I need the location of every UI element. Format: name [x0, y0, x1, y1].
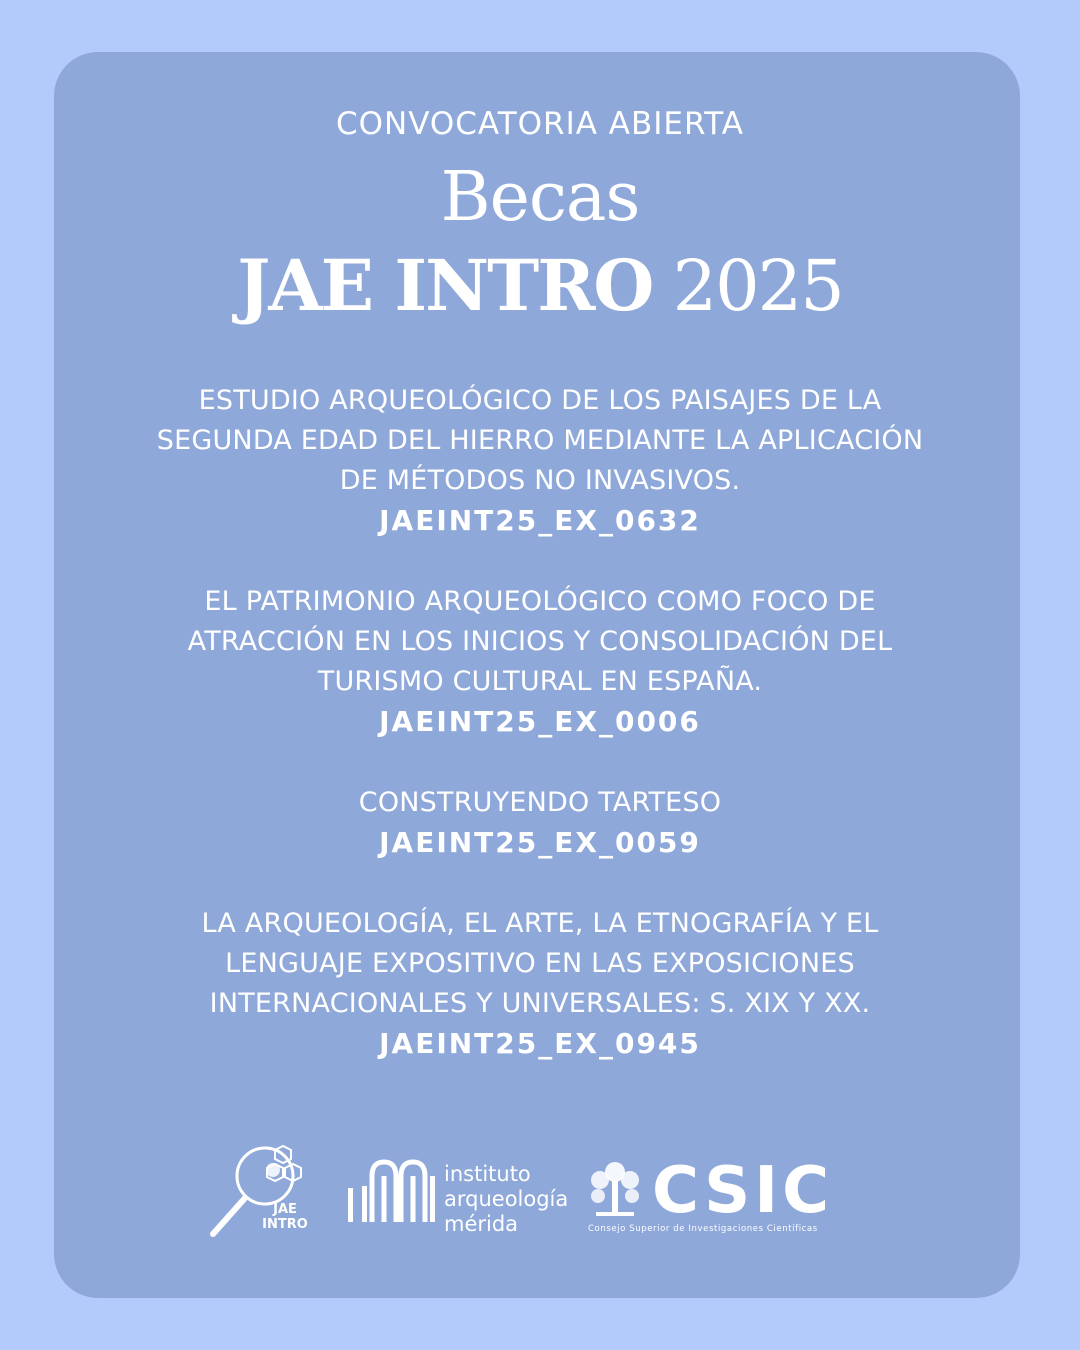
iam-text-line3: mérida: [444, 1212, 519, 1236]
iam-text-line1: instituto: [444, 1162, 531, 1186]
jae-intro-wordmark: [257, 1202, 313, 1232]
project-item: [90, 783, 990, 863]
instituto-arqueologia-merida-logo: [346, 1156, 576, 1236]
iam-text-line2: arqueología: [444, 1187, 569, 1211]
columns-arch-icon: [346, 1156, 438, 1226]
logo-strip: [0, 1140, 1080, 1250]
csic-wordmark: CSIC: [652, 1154, 834, 1228]
project-title-line: LA ARQUEOLOGÍA, EL ARTE, LA ETNOGRAFÍA Y EL: [201, 908, 879, 939]
project-code: JAEINT25_EX_0632: [379, 504, 701, 537]
csic-logo: [586, 1154, 896, 1244]
project-title-line: INTERNACIONALES Y UNIVERSALES: S. XIX Y XX.: [209, 988, 871, 1019]
csic-subtitle: Consejo Superior de Investigaciones Científicas: [588, 1224, 818, 1234]
title-year: 2025: [672, 245, 843, 327]
jae-text-line2: INTRO: [262, 1217, 308, 1232]
project-code: JAEINT25_EX_0945: [379, 1027, 701, 1060]
project-title-line: ATRACCIÓN EN LOS INICIOS Y CONSOLIDACIÓN DEL: [187, 626, 893, 657]
page-title-line2: [0, 244, 1080, 327]
project-item: [90, 582, 990, 742]
jae-text-line1: JAE: [273, 1202, 297, 1217]
page-title-line1: Becas: [440, 158, 640, 237]
project-title-line: CONSTRUYENDO TARTESO: [358, 787, 722, 818]
iam-wordmark: [444, 1162, 568, 1237]
project-item: [90, 381, 990, 541]
title-program-name: JAE INTRO: [237, 244, 653, 327]
project-title-line: TURISMO CULTURAL EN ESPAÑA.: [317, 666, 763, 697]
jae-intro-logo: [203, 1140, 315, 1242]
project-title-line: DE MÉTODOS NO INVASIVOS.: [339, 465, 741, 496]
project-title-line: ESTUDIO ARQUEOLÓGICO DE LOS PAISAJES DE LA: [198, 385, 882, 416]
project-item: [90, 904, 990, 1064]
tree-emblem-icon: [588, 1158, 642, 1220]
project-title-line: EL PATRIMONIO ARQUEOLÓGICO COMO FOCO DE: [204, 586, 876, 617]
project-code: JAEINT25_EX_0059: [379, 826, 701, 859]
project-code: JAEINT25_EX_0006: [379, 705, 701, 738]
project-title-line: SEGUNDA EDAD DEL HIERRO MEDIANTE LA APLICACIÓN: [156, 425, 924, 456]
project-title-line: LENGUAJE EXPOSITIVO EN LAS EXPOSICIONES: [225, 948, 855, 979]
kicker-text: CONVOCATORIA ABIERTA: [335, 106, 745, 142]
